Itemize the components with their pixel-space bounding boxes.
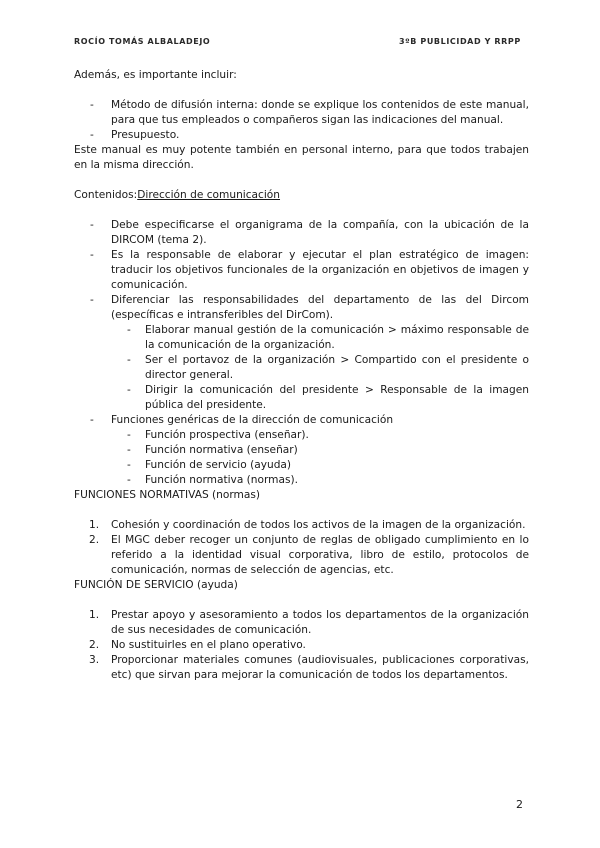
list-item: [74, 293, 529, 413]
page-header: [74, 37, 526, 49]
numbered-item: [74, 608, 529, 638]
sublist-item: - Función normativa (normas).: [111, 473, 529, 488]
item-text: Proporcionar materiales comunes (audiovisuales, publicaciones corporativas, etc) que sirvan para mejorar la comunicación de todos los departamentos.: [111, 654, 529, 681]
numbered-item: [74, 533, 529, 578]
sublist-item: - Función normativa (enseñar): [111, 443, 529, 458]
generic-functions-sublist: [111, 428, 529, 488]
normative-functions-list: [74, 518, 529, 578]
numbered-item: [74, 653, 529, 683]
numbered-item: [74, 518, 529, 533]
item-text: El MGC deber recoger un conjunto de reglas de obligado cumplimiento en lo referido a la identidad visual corporativa, libro de estilo, protocolos de comunicación, normas de selección de agencias, etc.: [111, 534, 529, 576]
sublist-item: - Dirigir la comunicación del presidente > Responsable de la imagen pública del presidente.: [111, 383, 529, 413]
item-text: Cohesión y coordinación de todos los activos de la imagen de la organización.: [111, 519, 526, 531]
item-number: 3.: [89, 654, 100, 666]
list-item-text: Funciones genéricas de la dirección de comunicación: [111, 414, 394, 426]
page-number: 2: [516, 798, 523, 811]
list-item: - Método de difusión interna: donde se explique los contenidos de este manual, para que tus empleados o compañeros sigan las indicaciones del manual.: [74, 98, 529, 128]
include-list: [74, 98, 529, 143]
internal-note-paragraph: Este manual es muy potente también en personal interno, para que todos trabajen en la misma dirección.: [74, 144, 529, 171]
item-number: 1.: [89, 519, 100, 531]
page-body: [74, 68, 529, 683]
item-number: 1.: [89, 609, 100, 621]
item-text: Prestar apoyo y asesoramiento a todos los departamentos de la organización de sus necesidades de comunicación.: [111, 609, 529, 636]
sublist-item: - Ser el portavoz de la organización > Compartido con el presidente o director general.: [111, 353, 529, 383]
item-number: 2.: [89, 534, 100, 546]
item-text: No sustituirles en el plano operativo.: [111, 639, 306, 651]
list-item: [74, 413, 529, 488]
item-number: 2.: [89, 639, 100, 651]
numbered-item: [74, 638, 529, 653]
normative-functions-heading: FUNCIONES NORMATIVAS (normas): [74, 489, 260, 501]
service-function-heading: FUNCIÓN DE SERVICIO (ayuda): [74, 579, 238, 591]
contents-label: Contenidos:: [74, 189, 138, 201]
header-course: 3ºB PUBLICIDAD Y RRPP: [399, 37, 521, 46]
sublist-item: - Función prospectiva (enseñar).: [111, 428, 529, 443]
list-item: - Presupuesto.: [74, 128, 529, 143]
contents-title: Dirección de comunicación: [137, 189, 281, 201]
sublist-item: - Función de servicio (ayuda): [111, 458, 529, 473]
list-item-text: Diferenciar las responsabilidades del departamento de las del Dircom (específicas e intransferibles del DirCom).: [111, 294, 529, 321]
dircom-sublist: [111, 323, 529, 413]
sublist-item: - Elaborar manual gestión de la comunicación > máximo responsable de la comunicación de la organización.: [111, 323, 529, 353]
list-item: - Es la responsable de elaborar y ejecutar el plan estratégico de imagen: traducir los objetivos funcionales de la organización en objetivos de imagen y comunicación.: [74, 248, 529, 293]
service-function-list: [74, 608, 529, 683]
intro-paragraph: Además, es importante incluir:: [74, 69, 237, 81]
contents-list: [74, 218, 529, 488]
header-author: ROCÍO TOMÁS ALBALADEJO: [74, 37, 211, 46]
list-item: - Debe especificarse el organigrama de la compañía, con la ubicación de la DIRCOM (tema 2).: [74, 218, 529, 248]
contents-heading: [74, 188, 529, 203]
